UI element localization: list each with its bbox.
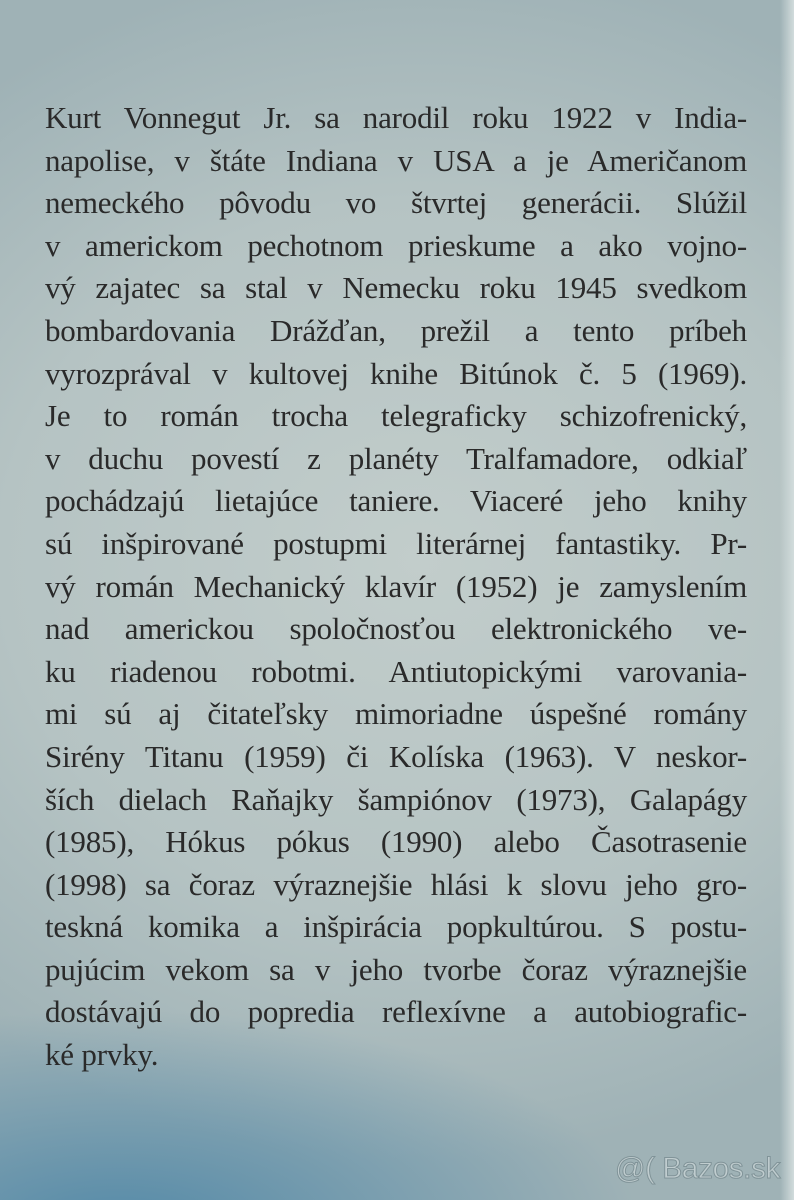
text-line: dostávajú do popredia reflexívne a autobiografic-: [45, 994, 747, 1030]
text-line: nad americkou spoločnosťou elektronického ve-: [45, 611, 747, 647]
text-line: ších dielach Raňajky šampiónov (1973), Galapágy: [45, 781, 747, 817]
text-line: (1985), Hókus pókus (1990) alebo Časotrasenie: [45, 824, 747, 860]
text-line: vý román Mechanický klavír (1952) je zamyslením: [45, 568, 747, 604]
text-line: ku riadenou robotmi. Antiutopickými varovania-: [45, 653, 747, 689]
text-line: vyrozprával v kultovej knihe Bitúnok č. 5 (1969).: [45, 355, 747, 391]
text-line: Kurt Vonnegut Jr. sa narodil roku 1922 v India-: [45, 100, 747, 135]
text-line: mi sú aj čitateľsky mimoriadne úspešné romány: [45, 696, 747, 732]
text-line: bombardovania Drážďan, prežil a tento príbeh: [45, 312, 747, 348]
text-line: pujúcim vekom sa v jeho tvorbe čoraz výraznejšie: [45, 951, 747, 987]
text-line: Je to román trocha telegraficky schizofrenický,: [45, 398, 747, 434]
text-line: ké prvky.: [45, 1037, 159, 1073]
text-line: nemeckého pôvodu vo štvrtej generácii. Slúžil: [45, 185, 747, 221]
book-blurb: [45, 97, 747, 1077]
cover-edge: [780, 0, 794, 1200]
text-line: v duchu povestí z planéty Tralfamadore, odkiaľ: [45, 440, 747, 476]
text-line: vý zajatec sa stal v Nemecku roku 1945 svedkom: [45, 270, 747, 306]
watermark: @( Bazos.sk: [615, 1152, 780, 1185]
text-line: v americkom pechotnom prieskume a ako vojno-: [45, 227, 747, 263]
text-line: teskná komika a inšpirácia popkultúrou. S postu-: [45, 909, 747, 945]
text-line: napolise, v štáte Indiana v USA a je Američanom: [45, 142, 747, 178]
text-line: (1998) sa čoraz výraznejšie hlási k slovu jeho gro-: [45, 866, 747, 902]
text-line: sú inšpirované postupmi literárnej fantastiky. Pr-: [45, 525, 747, 561]
text-line: Sirény Titanu (1959) či Kolíska (1963). V neskor-: [45, 738, 747, 774]
text-line: pochádzajú lietajúce taniere. Viaceré jeho knihy: [45, 483, 747, 519]
